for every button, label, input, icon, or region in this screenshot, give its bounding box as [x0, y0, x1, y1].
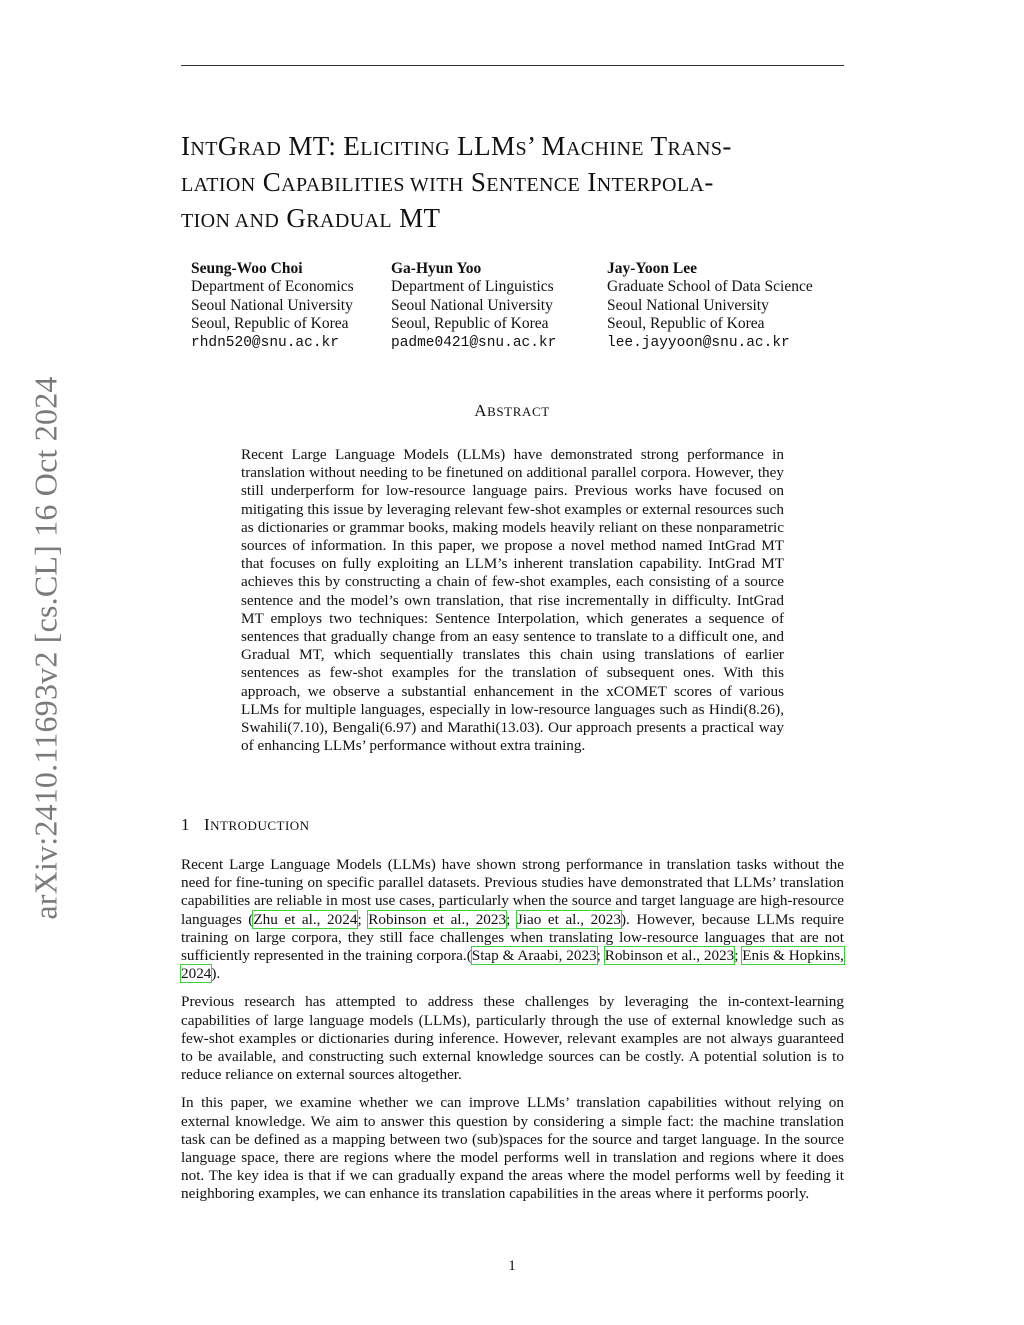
author-location: Seoul, Republic of Korea	[607, 315, 765, 333]
arxiv-identifier[interactable]: arXiv:2410.11693v2 [cs.CL] 16 Oct 2024	[27, 376, 64, 920]
intro-paragraph-1: Recent Large Language Models (LLMs) have shown strong performance in translation tasks without the need for fine-tuning on specific parallel datasets. Previous studies have demonstrated that LLMs’ translation capabilities are reliable in most use cases, particularly when the source and target language are high-resource languages (Zhu et al., 2024; Robinson et al., 2023; Jiao et al., 2023). However, because LLMs require training on large corpora, they still face challenges when translating low-resource languages that are not sufficiently represented in the training corpora.(Stap & Araabi, 2023; Robinson et al., 2023; Enis & Hopkins, 2024).	[181, 856, 844, 983]
author-department: Graduate School of Data Science	[607, 278, 813, 296]
author-name: Jay-Yoon Lee	[607, 260, 697, 277]
author-email[interactable]: lee.jayyoon@snu.ac.kr	[607, 334, 790, 351]
author-1	[191, 260, 354, 352]
citation-link[interactable]: Enis & Hopkins, 2024	[181, 947, 844, 983]
author-university: Seoul National University	[391, 296, 553, 314]
author-university: Seoul National University	[607, 296, 769, 314]
intro-paragraph-2: Previous research has attempted to address these challenges by leveraging the in-context-learning capabilities of large language models (LLMs), particularly through the use of external knowledge such as few-shot examples or dictionaries during inference. However, relevant examples are not always guaranteed to be available, and constructing such external knowledge sources can be costly. A potential solution is to reduce reliance on external sources altogether.	[181, 993, 844, 1084]
author-department: Department of Linguistics	[391, 278, 554, 296]
author-university: Seoul National University	[191, 296, 353, 314]
citation-link[interactable]: Robinson et al., 2023	[604, 947, 735, 965]
author-location: Seoul, Republic of Korea	[391, 315, 549, 333]
author-department: Department of Economics	[191, 278, 354, 296]
abstract-text: Recent Large Language Models (LLMs) have demonstrated strong performance in translation without needing to be finetuned on additional parallel corpora. However, they still underperform for low-resource language pairs. Previous works have focused on mitigating this issue by leveraging relevant few-shot examples or external resources such as dictionaries or grammar books, making models heavily reliant on these nonparametric sources of information. In this paper, we propose a novel method named IntGrad MT that focuses on fully exploiting an LLM’s inherent translation capability. IntGrad MT achieves this by constructing a chain of few-shot examples, each consisting of a source sentence and the model’s own translation, that rise incrementally in difficulty. IntGrad MT employs two techniques: Sentence Interpolation, which generates a sequence of sentences that gradually change from an easy sentence to translate to a difficult one, and Gradual MT, which sequentially translates this chain using translations of earlier sentences as few-shot examples for the translation of subsequent ones. With this approach, we observe a substantial enhancement in the xCOMET scores of various LLMs for multiple languages, especially in low-resource languages such as Hindi(8.26), Swahili(7.10), Bengali(6.97) and Marathi(13.03). Our approach presents a practical way of enhancing LLMs’ performance without extra training.	[241, 446, 784, 755]
author-name: Seung-Woo Choi	[191, 260, 303, 277]
author-3	[607, 260, 813, 352]
abstract-heading: ABSTRACT	[474, 401, 550, 420]
author-name: Ga-Hyun Yoo	[391, 260, 482, 277]
page-number: 1	[508, 1258, 516, 1274]
citation-link[interactable]: Stap & Araabi, 2023	[471, 947, 597, 965]
section-heading-introduction: 1 INTRODUCTION	[181, 815, 310, 834]
introduction-body	[181, 856, 844, 1214]
citation-link[interactable]: Zhu et al., 2024	[253, 910, 358, 928]
paper-title: INTGRAD MT: ELICITING LLMS’ MACHINE TRANS- LATION CAPABILITIES WITH SENTENCE INTERPOLA- TION AND GRADUAL MT	[181, 131, 732, 233]
author-email[interactable]: rhdn520@snu.ac.kr	[191, 334, 339, 351]
top-rule	[181, 65, 844, 66]
citation-link[interactable]: Robinson et al., 2023	[368, 910, 507, 928]
author-2	[391, 260, 556, 352]
author-location: Seoul, Republic of Korea	[191, 315, 349, 333]
author-email[interactable]: padme0421@snu.ac.kr	[391, 334, 557, 351]
section-number: 1	[181, 815, 190, 834]
intro-paragraph-3: In this paper, we examine whether we can improve LLMs’ translation capabilities without relying on external knowledge. We aim to answer this question by considering a simple fact: the machine translation task can be defined as a mapping between two (sub)spaces for the source and target language. In the source language space, there are regions where the model performs well in translation and regions where it does not. The key idea is that if we can gradually expand the areas where the model performs well by feeding it neighboring examples, we can enhance its translation capabilities in the areas where it performs poorly.	[181, 1094, 844, 1203]
citation-link[interactable]: Jiao et al., 2023	[516, 910, 621, 928]
